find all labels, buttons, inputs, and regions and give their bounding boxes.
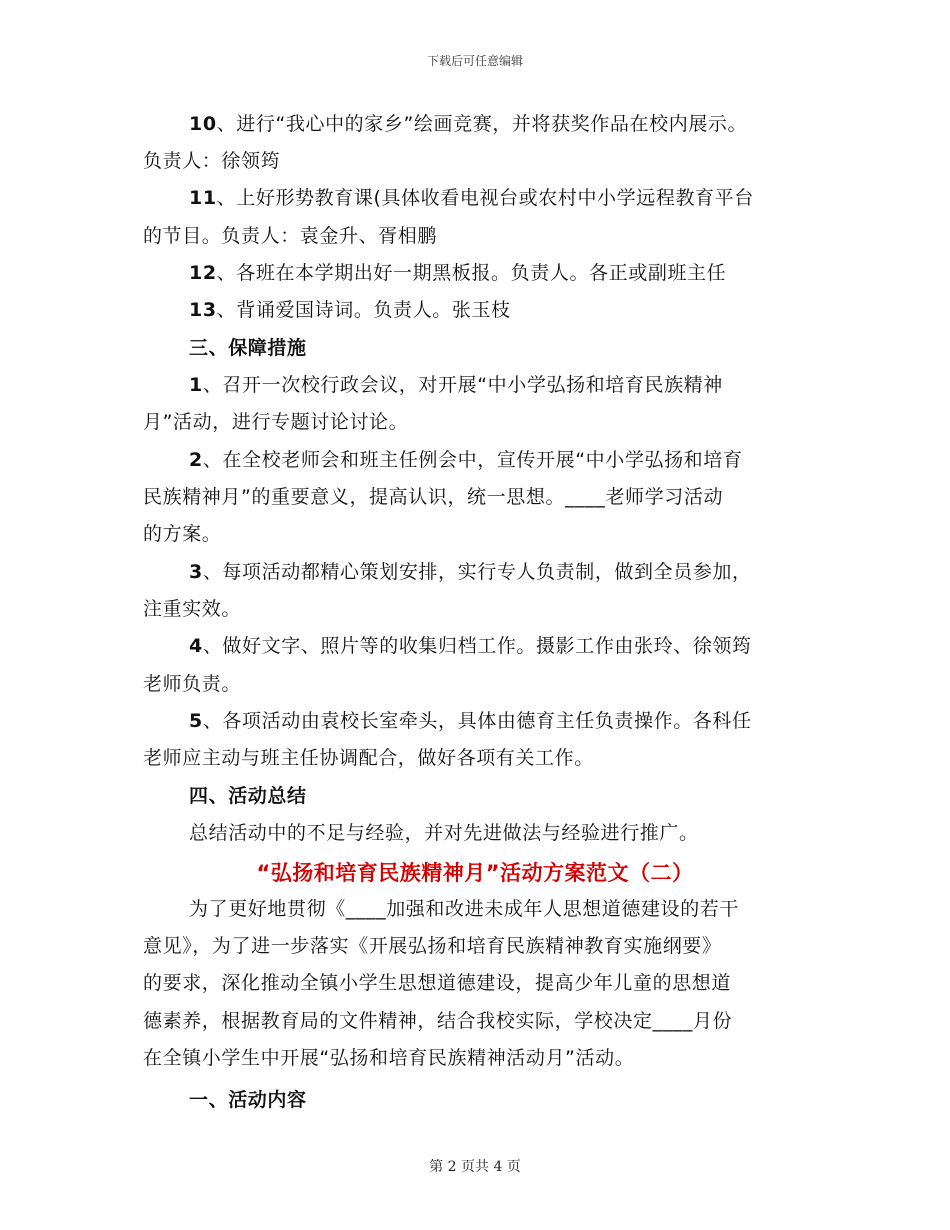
item-1: 1、召开一次校行政会议，对开展“中小学弘扬和培育民族精神: [189, 374, 723, 396]
text-line: 为了更好地贯彻《____加强和改进未成年人思想道德建设的若干: [189, 898, 740, 920]
text-line: 注重实效。: [143, 598, 242, 620]
text-line: 总结活动中的不足与经验，并对先进做法与经验进行推广。: [189, 822, 699, 844]
item-10: 10、进行“我心中的家乡”绘画竞赛，并将获奖作品在校内展示。: [189, 113, 748, 135]
item-3: 3、每项活动都精心策划安排，实行专人负责制，做到全员参加，: [189, 561, 752, 583]
item-12: 12、各班在本学期出好一期黑板报。负责人。各正或副班主任: [189, 262, 727, 284]
page-header: 下载后可任意编辑: [426, 54, 523, 68]
item-4: 4、做好文字、照片等的收集归档工作。摄影工作由张玲、徐领筠: [189, 635, 752, 657]
item-5: 5、各项活动由袁校长室牵头，具体由德育主任负责操作。各科任: [189, 710, 752, 732]
item-11: 11、上好形势教育课(具体收看电视台或农村中小学远程教育平台: [189, 187, 754, 209]
item-2: 2、在全校老师会和班主任例会中，宣传开展“中小学弘扬和培育: [189, 449, 743, 471]
item-13: 13、背诵爱国诗词。负责人。张玉枝: [189, 299, 511, 321]
section-heading: 一、活动内容: [189, 1089, 307, 1111]
text-line: 在全镇小学生中开展“弘扬和培育民族精神活动月”活动。: [143, 1047, 635, 1069]
section-title: “弘扬和培育民族精神月”活动方案范文（二）: [256, 861, 694, 885]
section-heading: 三、保障措施: [189, 337, 307, 359]
text-line: 的节目。负责人：袁金升、胥相鹏: [143, 225, 438, 247]
text-line: 月”活动，进行专题讨论讨论。: [143, 411, 409, 433]
text-line: 负责人：徐领筠: [143, 150, 281, 172]
text-line: 德素养，根据教育局的文件精神，结合我校实际，学校决定____月份: [143, 1010, 733, 1032]
text-line: 老师负责。: [143, 673, 242, 695]
text-line: 民族精神月”的重要意义，提高认识，统一思想。____老师学习活动: [143, 486, 724, 508]
section-heading: 四、活动总结: [189, 785, 307, 807]
text-line: 老师应主动与班主任协调配合，做好各项有关工作。: [143, 747, 594, 769]
text-line: 意见》，为了进一步落实《开展弘扬和培育民族精神教育实施纲要》: [143, 935, 722, 957]
text-line: 的方案。: [143, 523, 222, 545]
text-line: 的要求，深化推动全镇小学生思想道德建设，提高少年儿童的思想道: [143, 972, 732, 994]
page-footer: 第 2 页共 4 页: [429, 1159, 521, 1175]
